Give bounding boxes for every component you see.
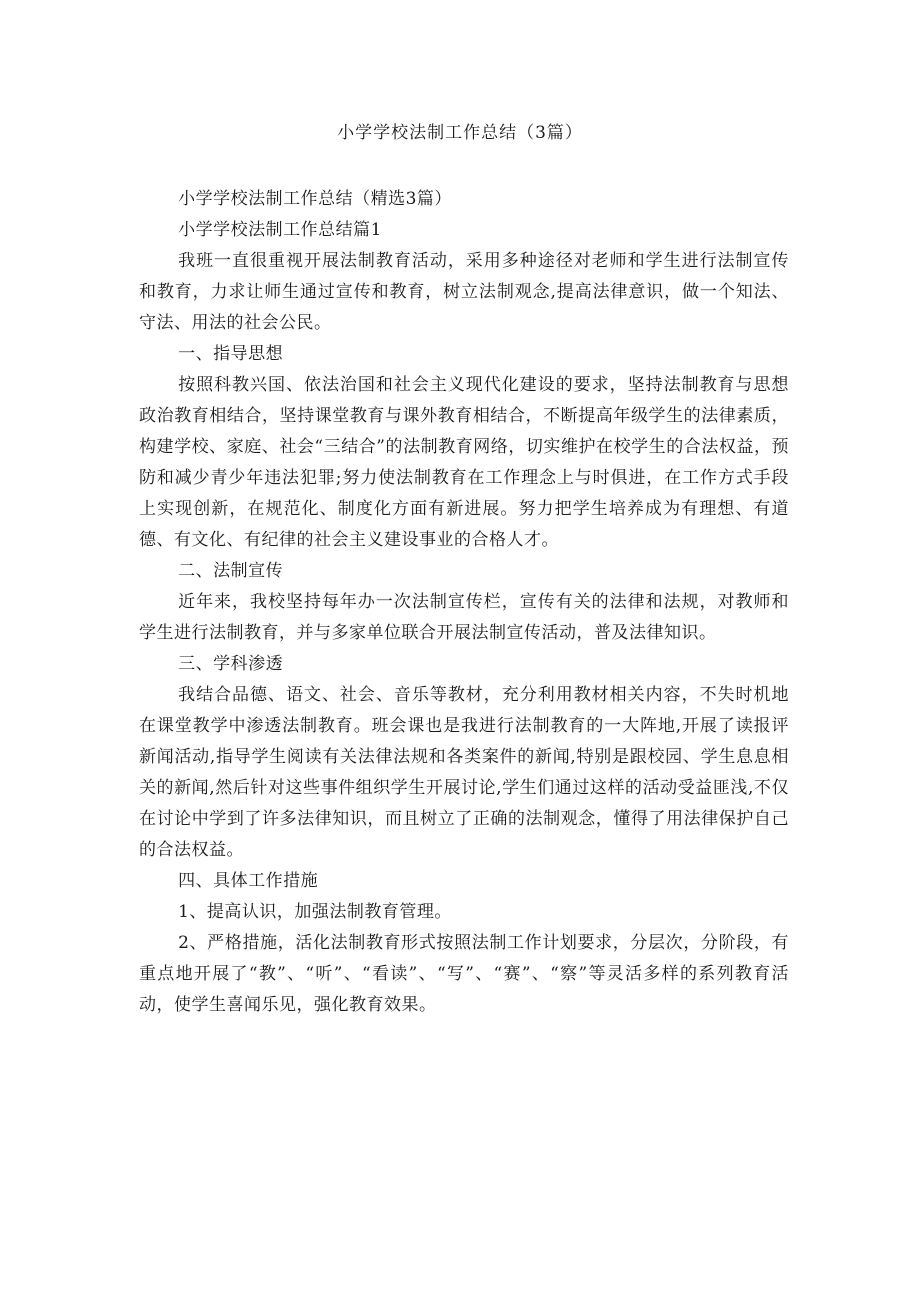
section-heading: 小学学校法制工作总结篇1	[178, 220, 382, 240]
section-heading: 三、学科渗透	[178, 654, 284, 674]
body-paragraph: 我结合品德、语文、社会、音乐等教材，充分利用教材相关内容，不失时机地在课堂教学中渗透法制教育。班会课也是我进行法制教育的一大阵地,开展了读报评新闻活动,指导学生阅读有关法律法规和各类案件的新闻,特别是跟校园、学生息息相关的新闻,然后针对这些事件组织学生开展讨论,学生们通过这样的活动受益匪浅,不仅在讨论中学到了许多法律知识，而且树立了正确的法制观念，懂得了用法律保护自己的合法权益。	[139, 685, 789, 860]
section-heading: 一、指导思想	[178, 344, 284, 364]
body-paragraph: 我班一直很重视开展法制教育活动，采用多种途径对老师和学生进行法制宣传和教育，力求让师生通过宣传和教育，树立法制观念,提高法律意识，做一个知法、守法、用法的社会公民。	[139, 251, 789, 333]
section-heading: 二、法制宣传	[178, 561, 284, 581]
document-title: 小学学校法制工作总结（3篇）	[337, 123, 583, 143]
section-heading: 四、具体工作措施	[178, 871, 319, 891]
document-body	[139, 184, 789, 1021]
list-item: 2、严格措施，活化法制教育形式按照法制工作计划要求，分层次，分阶段，有重点地开展了“教”、“听”、“看读”、“写”、“赛”、“察”等灵活多样的系列教育活动，使学生喜闻乐见，强化教育效果。	[139, 933, 789, 1015]
body-paragraph: 近年来，我校坚持每年办一次法制宣传栏，宣传有关的法律和法规，对教师和学生进行法制教育，并与多家单位联合开展法制宣传活动，普及法律知识。	[139, 592, 789, 643]
body-paragraph: 按照科教兴国、依法治国和社会主义现代化建设的要求，坚持法制教育与思想政治教育相结合，坚持课堂教育与课外教育相结合，不断提高年级学生的法律素质，构建学校、家庭、社会“三结合”的法制教育网络，切实维护在校学生的合法权益，预防和减少青少年违法犯罪;努力使法制教育在工作理念上与时俱进，在工作方式手段上实现创新，在规范化、制度化方面有新进展。努力把学生培养成为有理想、有道德、有文化、有纪律的社会主义建设事业的合格人才。	[139, 375, 789, 550]
list-item: 1、提高认识，加强法制教育管理。	[178, 902, 452, 922]
subtitle: 小学学校法制工作总结（精选3篇）	[178, 189, 452, 209]
